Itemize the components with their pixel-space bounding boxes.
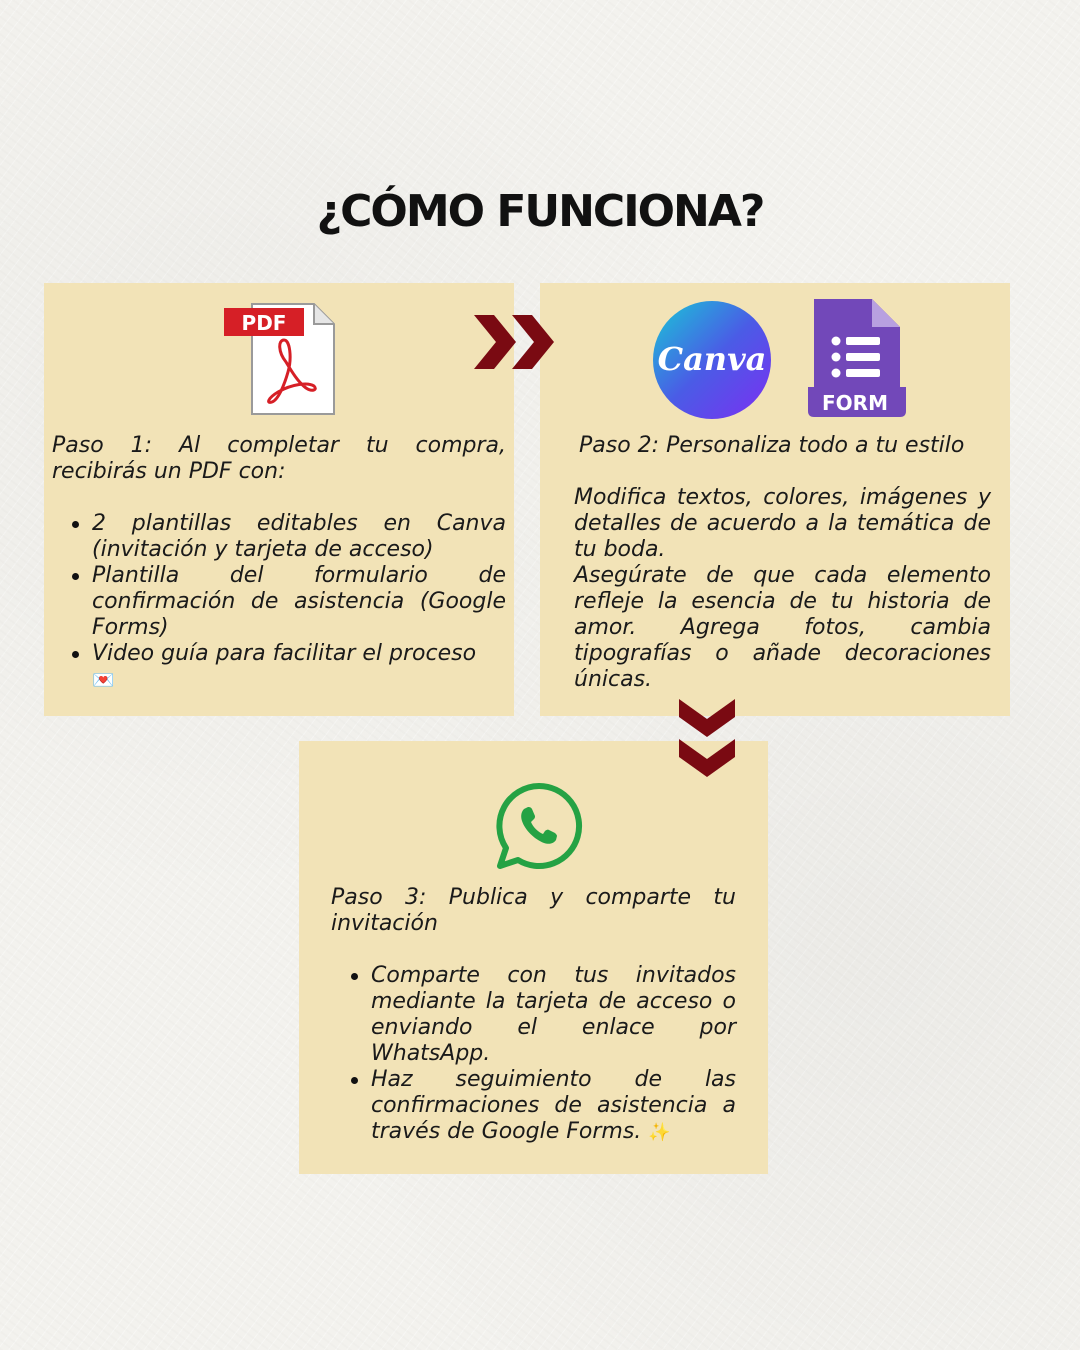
sparkles-emoji: ✨ — [648, 1122, 671, 1143]
step-3-card — [299, 741, 768, 1174]
list-item: Comparte con tus invitados mediante la tarjeta de acceso o enviando el enlace por WhatsApp. — [331, 963, 736, 1067]
love-letter-emoji: 💌 — [92, 670, 115, 691]
page-title: ¿CÓMO FUNCIONA? — [316, 186, 764, 237]
double-chevron-right-icon — [472, 313, 558, 375]
step-3-intro: Paso 3: Publica y comparte tu invitación — [331, 885, 736, 936]
step-3-text — [331, 885, 736, 1146]
whatsapp-icon — [494, 781, 584, 875]
list-item: Plantilla del formulario de confirmación de asistencia (Google Forms) — [52, 563, 506, 641]
step-2-text — [574, 485, 991, 693]
step-2-heading: Paso 2: Personaliza todo a tu estilo — [579, 433, 965, 458]
step-3-list — [331, 963, 736, 1146]
step-1-text — [52, 433, 506, 694]
double-chevron-down-icon — [677, 697, 737, 783]
step-2-paragraph-1: Modifica textos, colores, imágenes y detalles de acuerdo a la temática de tu boda. — [574, 485, 991, 562]
canva-logo-icon — [652, 300, 772, 424]
step-2-paragraph-2: Asegúrate de que cada elemento refleje la esencia de tu historia de amor. Agrega fotos, cambia tipografías o añade decoraciones únicas. — [574, 563, 991, 692]
list-item: 2 plantillas editables en Canva (invitación y tarjeta de acceso) — [52, 511, 506, 563]
step-1-card — [44, 283, 514, 716]
canva-label: Canva — [657, 340, 767, 378]
list-item: Haz seguimiento de las confirmaciones de asistencia a través de Google Forms. ✨ — [331, 1067, 736, 1146]
pdf-label: PDF — [241, 311, 287, 335]
list-item: Video guía para facilitar el proceso 💌 — [52, 641, 506, 694]
pdf-file-icon — [222, 300, 340, 422]
step-1-list — [52, 511, 506, 694]
form-label: FORM — [822, 391, 888, 415]
step-1-intro: Paso 1: Al completar tu compra, recibirás un PDF con: — [52, 433, 506, 484]
step-2-card — [540, 283, 1010, 716]
google-forms-icon — [808, 297, 906, 423]
